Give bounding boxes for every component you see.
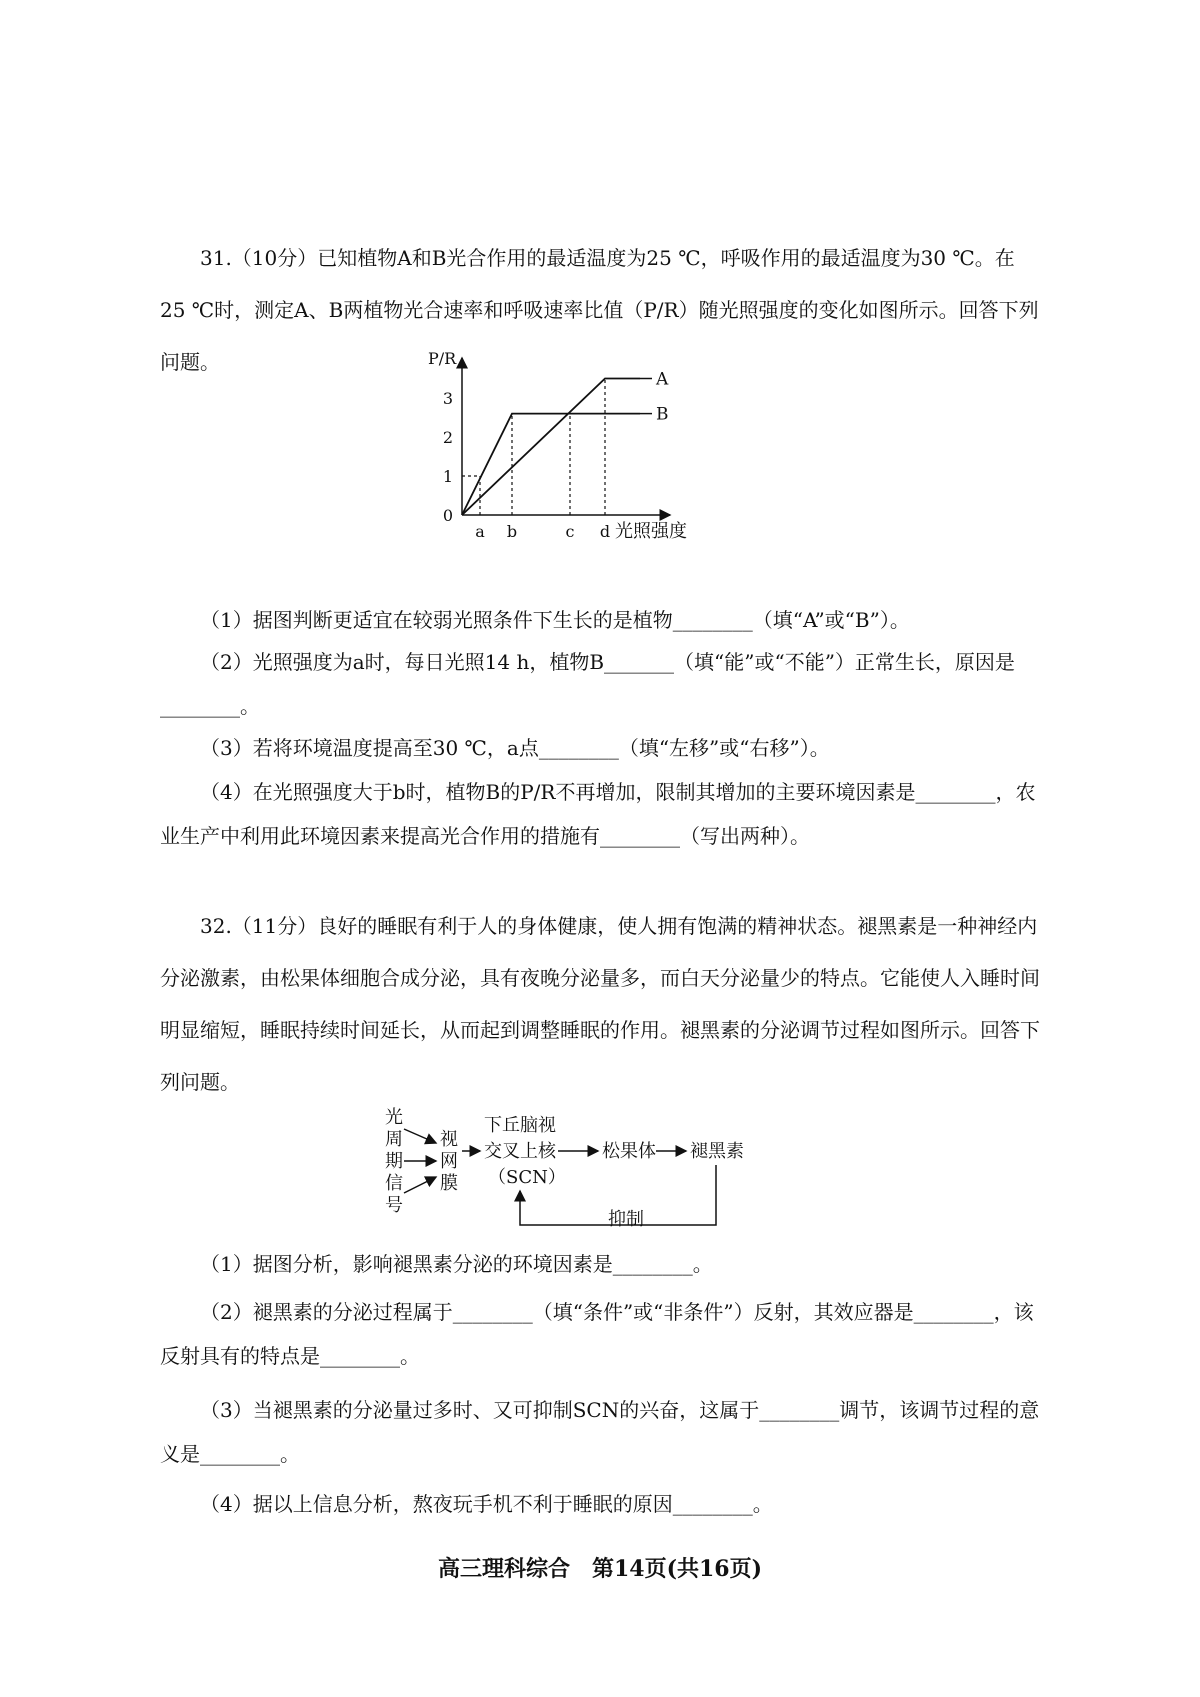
chart-layer bbox=[428, 350, 687, 542]
pr-chart bbox=[420, 350, 720, 595]
signal-char-1: 光 bbox=[385, 1107, 403, 1128]
x-axis-label: 光照强度 bbox=[615, 521, 687, 542]
pineal-label: 松果体 bbox=[602, 1141, 656, 1162]
q31-sub4-text: （4）在光照强度大于b时，植物B的P/R不再增加，限制其增加的主要环境因素是________，农业生产中利用此环境因素来提高光合作用的措施有________（写出两种）。 bbox=[160, 780, 1036, 848]
q32-stem bbox=[160, 900, 1040, 1108]
series-label-A: A bbox=[656, 369, 669, 390]
q32-stem-text: 32.（11分）良好的睡眠有利于人的身体健康，使人拥有饱满的精神状态。褪黑素是一种神经内分泌激素，由松果体细胞合成分泌，具有夜晚分泌量多，而白天分泌量少的特点。它能使人入睡时间明显缩短，睡眠持续时间延长，从而起到调整睡眠的作用。褪黑素的分泌调节过程如图所示。回答下列问题。 bbox=[160, 914, 1040, 1094]
q32-sub4-text: （4）据以上信息分析，熬夜玩手机不利于睡眠的原因________。 bbox=[200, 1492, 773, 1516]
retina-char-1: 视 bbox=[440, 1129, 458, 1150]
q32-sub3-text: （3）当褪黑素的分泌量过多时、又可抑制SCN的兴奋，这属于________调节，该调节过程的意义是________。 bbox=[160, 1398, 1040, 1466]
x-tick-label-b: b bbox=[506, 522, 518, 541]
inhibit-label: 抑制 bbox=[608, 1209, 644, 1230]
q32-sub4 bbox=[160, 1482, 1040, 1526]
series-line-A bbox=[462, 379, 640, 516]
signal-char-3: 期 bbox=[385, 1151, 403, 1172]
q31-sub2 bbox=[160, 640, 1040, 728]
melatonin-diagram bbox=[380, 1105, 840, 1235]
scn-line1: 下丘脑视 bbox=[484, 1115, 556, 1136]
q32-sub2 bbox=[160, 1290, 1040, 1378]
scn-line3: （SCN） bbox=[488, 1167, 566, 1188]
q31-sub1 bbox=[160, 598, 1040, 642]
q32-sub1-text: （1）据图分析，影响褪黑素分泌的环境因素是________。 bbox=[200, 1252, 713, 1276]
q32-sub2-text: （2）褪黑素的分泌过程属于________（填“条件”或“非条件”）反射，其效应器是________，该反射具有的特点是________。 bbox=[160, 1300, 1034, 1368]
y-tick-label-3: 3 bbox=[442, 389, 454, 408]
series-label-B: B bbox=[656, 404, 669, 425]
q31-sub3 bbox=[160, 726, 1040, 770]
q32-sub3 bbox=[160, 1388, 1040, 1476]
q31-sub3-text: （3）若将环境温度提高至30 ℃，a点________（填“左移”或“右移”）。 bbox=[200, 736, 830, 760]
x-tick-label-c: c bbox=[565, 522, 575, 541]
q32-sub1 bbox=[160, 1242, 1040, 1286]
signal-char-4: 信 bbox=[385, 1173, 403, 1194]
melatonin-label: 褪黑素 bbox=[690, 1141, 744, 1162]
x-tick-label-a: a bbox=[475, 522, 485, 541]
signal-char-2: 周 bbox=[385, 1129, 403, 1150]
signal-arrow-3 bbox=[404, 1177, 436, 1193]
retina-char-2: 网 bbox=[440, 1151, 458, 1172]
y-tick-label-1: 1 bbox=[442, 467, 454, 486]
x-tick-label-d: d bbox=[599, 522, 611, 541]
q31-sub1-text: （1）据图判断更适宜在较弱光照条件下生长的是植物________（填“A”或“B”）。 bbox=[200, 608, 910, 632]
signal-char-5: 号 bbox=[385, 1195, 403, 1216]
scn-line2: 交叉上核 bbox=[484, 1141, 556, 1162]
y-tick-label-2: 2 bbox=[442, 428, 454, 447]
page-footer: 高三理科综合 第14页(共16页) bbox=[437, 1556, 763, 1582]
q31-stem-text: 31.（10分）已知植物A和B光合作用的最适温度为25 ℃，呼吸作用的最适温度为30 ℃。在25 ℃时，测定A、B两植物光合速率和呼吸速率比值（P/R）随光照强度的变化如图所示。回答下列问题。 bbox=[160, 246, 1039, 374]
q31-sub4 bbox=[160, 770, 1040, 858]
y-tick-label-0: 0 bbox=[442, 506, 454, 525]
y-axis-label: P/R bbox=[428, 350, 457, 368]
signal-arrow-1 bbox=[404, 1129, 436, 1143]
q31-sub2-text: （2）光照强度为a时，每日光照14 h，植物B_______（填“能”或“不能”）正常生长，原因是________。 bbox=[160, 650, 1015, 718]
retina-char-3: 膜 bbox=[440, 1173, 458, 1194]
